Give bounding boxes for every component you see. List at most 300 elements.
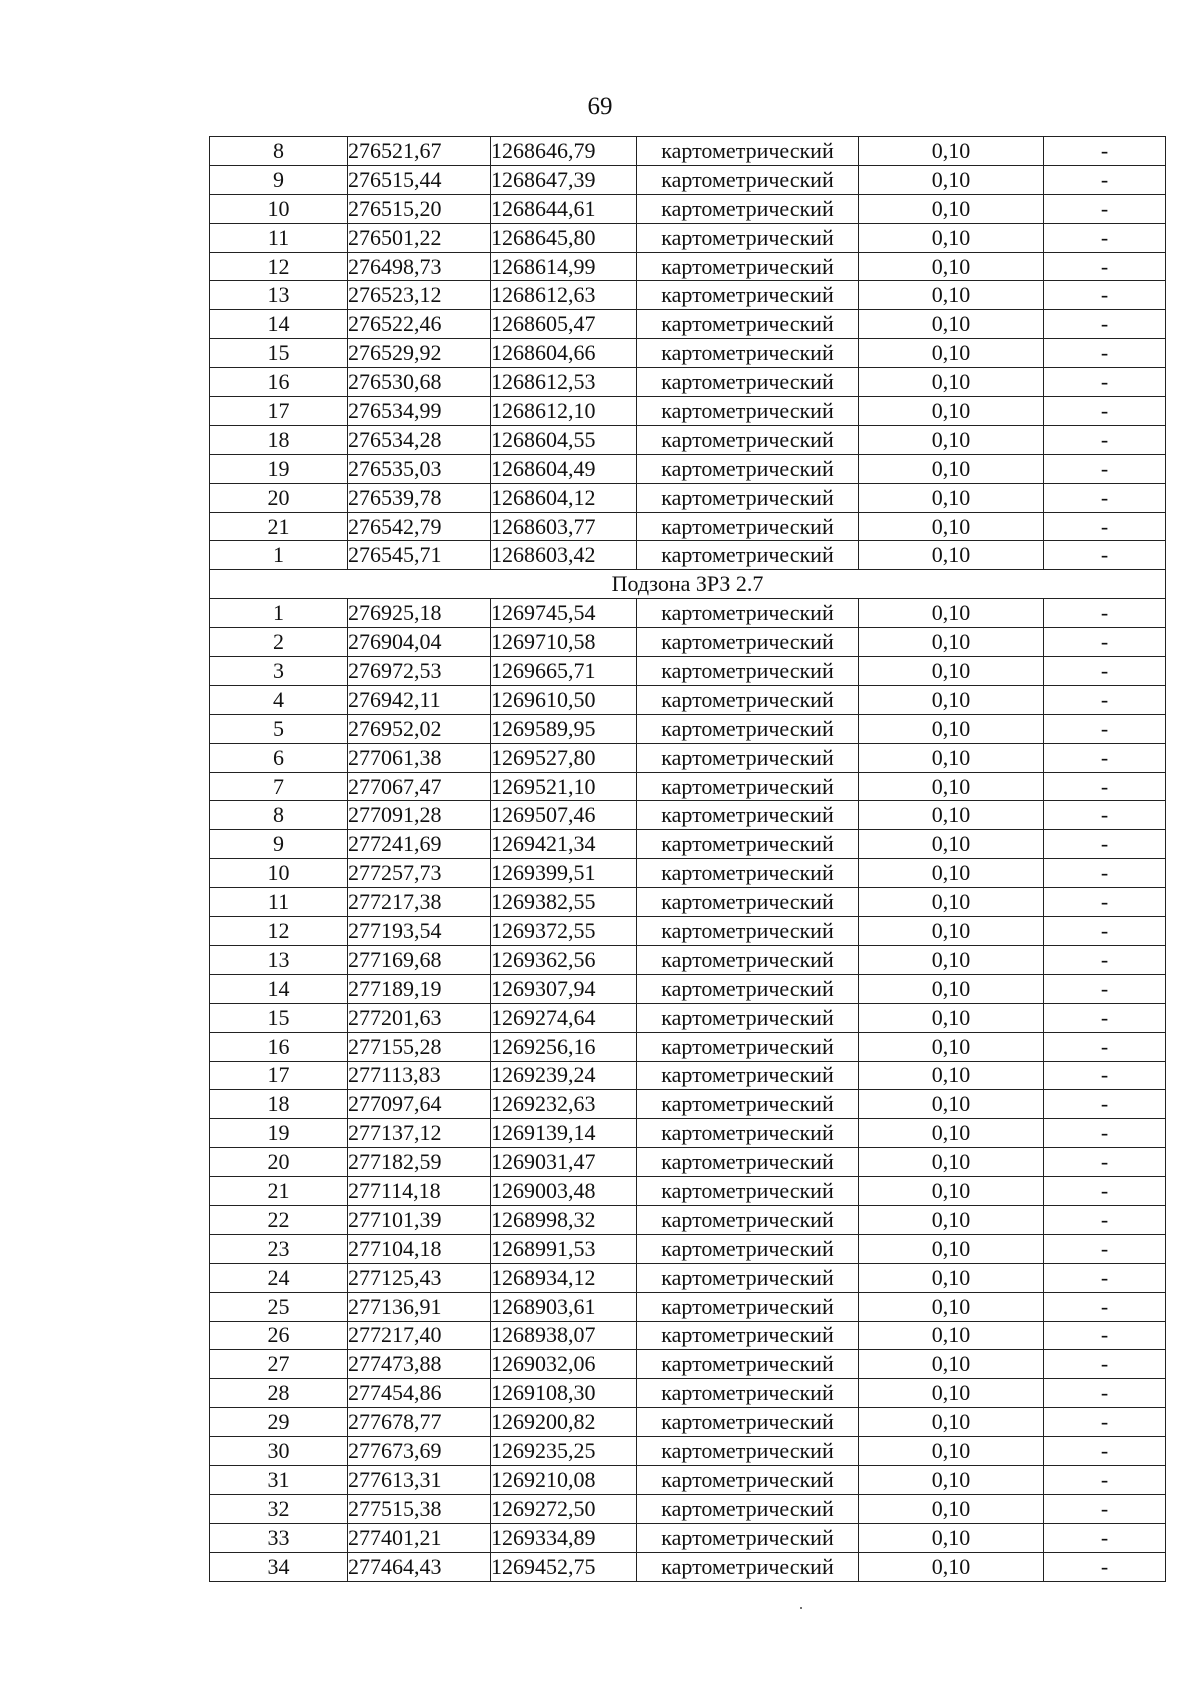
y-coordinate-cell: 1268938,07 <box>491 1321 637 1350</box>
method-cell: картометрический <box>637 397 859 426</box>
accuracy-cell: 0,10 <box>859 917 1044 946</box>
y-coordinate-cell: 1269372,55 <box>491 917 637 946</box>
y-coordinate-cell: 1269421,34 <box>491 830 637 859</box>
x-coordinate-cell: 276521,67 <box>348 137 491 166</box>
table-row <box>210 1263 1166 1292</box>
accuracy-cell: 0,10 <box>859 1465 1044 1494</box>
table-row <box>210 743 1166 772</box>
method-cell: картометрический <box>637 512 859 541</box>
accuracy-cell: 0,10 <box>859 368 1044 397</box>
point-number-cell: 3 <box>210 657 348 686</box>
table-row <box>210 368 1166 397</box>
y-coordinate-cell: 1269032,06 <box>491 1350 637 1379</box>
point-number-cell: 5 <box>210 714 348 743</box>
y-coordinate-cell: 1269665,71 <box>491 657 637 686</box>
accuracy-cell: 0,10 <box>859 425 1044 454</box>
page-number: 69 <box>587 93 613 120</box>
y-coordinate-cell: 1268991,53 <box>491 1234 637 1263</box>
table-row <box>210 628 1166 657</box>
x-coordinate-cell: 277182,59 <box>348 1148 491 1177</box>
point-number-cell: 13 <box>210 945 348 974</box>
table-row <box>210 685 1166 714</box>
table-row <box>210 483 1166 512</box>
point-number-cell: 33 <box>210 1523 348 1552</box>
accuracy-cell: 0,10 <box>859 743 1044 772</box>
table-row <box>210 339 1166 368</box>
y-coordinate-cell: 1268903,61 <box>491 1292 637 1321</box>
point-number-cell: 12 <box>210 252 348 281</box>
x-coordinate-cell: 277454,86 <box>348 1379 491 1408</box>
method-cell: картометрический <box>637 1263 859 1292</box>
accuracy-cell: 0,10 <box>859 1552 1044 1581</box>
note-cell: - <box>1044 1205 1166 1234</box>
method-cell: картометрический <box>637 223 859 252</box>
point-number-cell: 15 <box>210 339 348 368</box>
accuracy-cell: 0,10 <box>859 1032 1044 1061</box>
point-number-cell: 4 <box>210 685 348 714</box>
point-number-cell: 2 <box>210 628 348 657</box>
section-header-row <box>210 570 1166 599</box>
note-cell: - <box>1044 685 1166 714</box>
accuracy-cell: 0,10 <box>859 1205 1044 1234</box>
note-cell: - <box>1044 281 1166 310</box>
point-number-cell: 17 <box>210 1061 348 1090</box>
accuracy-cell: 0,10 <box>859 1061 1044 1090</box>
table-row <box>210 1321 1166 1350</box>
method-cell: картометрический <box>637 628 859 657</box>
x-coordinate-cell: 276535,03 <box>348 454 491 483</box>
table-row <box>210 223 1166 252</box>
x-coordinate-cell: 277257,73 <box>348 859 491 888</box>
table-row <box>210 1061 1166 1090</box>
x-coordinate-cell: 277137,12 <box>348 1119 491 1148</box>
accuracy-cell: 0,10 <box>859 1321 1044 1350</box>
x-coordinate-cell: 276925,18 <box>348 599 491 628</box>
table-row <box>210 657 1166 686</box>
table-row <box>210 1408 1166 1437</box>
x-coordinate-cell: 277091,28 <box>348 801 491 830</box>
note-cell: - <box>1044 628 1166 657</box>
method-cell: картометрический <box>637 252 859 281</box>
table-row <box>210 917 1166 946</box>
y-coordinate-cell: 1268647,39 <box>491 165 637 194</box>
x-coordinate-cell: 277061,38 <box>348 743 491 772</box>
method-cell: картометрический <box>637 1177 859 1206</box>
x-coordinate-cell: 276534,28 <box>348 425 491 454</box>
table-body-part2 <box>210 599 1166 1581</box>
note-cell: - <box>1044 801 1166 830</box>
method-cell: картометрический <box>637 714 859 743</box>
accuracy-cell: 0,10 <box>859 1350 1044 1379</box>
x-coordinate-cell: 277155,28 <box>348 1032 491 1061</box>
accuracy-cell: 0,10 <box>859 1494 1044 1523</box>
note-cell: - <box>1044 1234 1166 1263</box>
method-cell: картометрический <box>637 483 859 512</box>
accuracy-cell: 0,10 <box>859 1408 1044 1437</box>
y-coordinate-cell: 1269610,50 <box>491 685 637 714</box>
point-number-cell: 16 <box>210 1032 348 1061</box>
accuracy-cell: 0,10 <box>859 1177 1044 1206</box>
note-cell: - <box>1044 945 1166 974</box>
accuracy-cell: 0,10 <box>859 974 1044 1003</box>
x-coordinate-cell: 276523,12 <box>348 281 491 310</box>
point-number-cell: 15 <box>210 1003 348 1032</box>
x-coordinate-cell: 277613,31 <box>348 1465 491 1494</box>
method-cell: картометрический <box>637 1032 859 1061</box>
note-cell: - <box>1044 1523 1166 1552</box>
x-coordinate-cell: 276542,79 <box>348 512 491 541</box>
y-coordinate-cell: 1268604,55 <box>491 425 637 454</box>
point-number-cell: 1 <box>210 541 348 570</box>
accuracy-cell: 0,10 <box>859 1003 1044 1032</box>
method-cell: картометрический <box>637 1350 859 1379</box>
method-cell: картометрический <box>637 454 859 483</box>
table-row <box>210 425 1166 454</box>
point-number-cell: 19 <box>210 454 348 483</box>
accuracy-cell: 0,10 <box>859 772 1044 801</box>
table-row <box>210 1003 1166 1032</box>
method-cell: картометрический <box>637 917 859 946</box>
method-cell: картометрический <box>637 1234 859 1263</box>
y-coordinate-cell: 1269521,10 <box>491 772 637 801</box>
y-coordinate-cell: 1268603,42 <box>491 541 637 570</box>
table-row <box>210 1523 1166 1552</box>
point-number-cell: 32 <box>210 1494 348 1523</box>
y-coordinate-cell: 1269239,24 <box>491 1061 637 1090</box>
y-coordinate-cell: 1269307,94 <box>491 974 637 1003</box>
note-cell: - <box>1044 714 1166 743</box>
x-coordinate-cell: 277193,54 <box>348 917 491 946</box>
method-cell: картометрический <box>637 1205 859 1234</box>
note-cell: - <box>1044 541 1166 570</box>
table-row <box>210 1437 1166 1466</box>
x-coordinate-cell: 277515,38 <box>348 1494 491 1523</box>
accuracy-cell: 0,10 <box>859 281 1044 310</box>
accuracy-cell: 0,10 <box>859 397 1044 426</box>
note-cell: - <box>1044 1379 1166 1408</box>
y-coordinate-cell: 1269334,89 <box>491 1523 637 1552</box>
x-coordinate-cell: 277217,40 <box>348 1321 491 1350</box>
point-number-cell: 18 <box>210 1090 348 1119</box>
y-coordinate-cell: 1268604,49 <box>491 454 637 483</box>
point-number-cell: 20 <box>210 1148 348 1177</box>
method-cell: картометрический <box>637 165 859 194</box>
note-cell: - <box>1044 772 1166 801</box>
point-number-cell: 26 <box>210 1321 348 1350</box>
method-cell: картометрический <box>637 541 859 570</box>
table-row <box>210 1465 1166 1494</box>
accuracy-cell: 0,10 <box>859 1119 1044 1148</box>
section-title: Подзона ЗРЗ 2.7 <box>210 570 1166 599</box>
point-number-cell: 6 <box>210 743 348 772</box>
accuracy-cell: 0,10 <box>859 310 1044 339</box>
method-cell: картометрический <box>637 830 859 859</box>
y-coordinate-cell: 1269200,82 <box>491 1408 637 1437</box>
y-coordinate-cell: 1268612,10 <box>491 397 637 426</box>
method-cell: картометрический <box>637 1090 859 1119</box>
table-row <box>210 1032 1166 1061</box>
table-row <box>210 1494 1166 1523</box>
x-coordinate-cell: 276515,44 <box>348 165 491 194</box>
x-coordinate-cell: 276530,68 <box>348 368 491 397</box>
note-cell: - <box>1044 743 1166 772</box>
x-coordinate-cell: 276539,78 <box>348 483 491 512</box>
y-coordinate-cell: 1268998,32 <box>491 1205 637 1234</box>
point-number-cell: 14 <box>210 310 348 339</box>
note-cell: - <box>1044 1090 1166 1119</box>
accuracy-cell: 0,10 <box>859 859 1044 888</box>
point-number-cell: 21 <box>210 1177 348 1206</box>
note-cell: - <box>1044 917 1166 946</box>
table-row <box>210 888 1166 917</box>
method-cell: картометрический <box>637 137 859 166</box>
point-number-cell: 30 <box>210 1437 348 1466</box>
note-cell: - <box>1044 1177 1166 1206</box>
table-row <box>210 772 1166 801</box>
accuracy-cell: 0,10 <box>859 714 1044 743</box>
method-cell: картометрический <box>637 1379 859 1408</box>
method-cell: картометрический <box>637 685 859 714</box>
y-coordinate-cell: 1269274,64 <box>491 1003 637 1032</box>
point-number-cell: 9 <box>210 830 348 859</box>
note-cell: - <box>1044 1003 1166 1032</box>
note-cell: - <box>1044 1119 1166 1148</box>
table-row <box>210 945 1166 974</box>
method-cell: картометрический <box>637 974 859 1003</box>
method-cell: картометрический <box>637 1292 859 1321</box>
y-coordinate-cell: 1268614,99 <box>491 252 637 281</box>
note-cell: - <box>1044 512 1166 541</box>
point-number-cell: 11 <box>210 223 348 252</box>
y-coordinate-cell: 1269256,16 <box>491 1032 637 1061</box>
method-cell: картометрический <box>637 425 859 454</box>
x-coordinate-cell: 277464,43 <box>348 1552 491 1581</box>
point-number-cell: 25 <box>210 1292 348 1321</box>
point-number-cell: 34 <box>210 1552 348 1581</box>
note-cell: - <box>1044 368 1166 397</box>
accuracy-cell: 0,10 <box>859 1379 1044 1408</box>
x-coordinate-cell: 276501,22 <box>348 223 491 252</box>
coordinates-table <box>209 136 1166 1582</box>
point-number-cell: 31 <box>210 1465 348 1494</box>
method-cell: картометрический <box>637 281 859 310</box>
accuracy-cell: 0,10 <box>859 628 1044 657</box>
point-number-cell: 27 <box>210 1350 348 1379</box>
accuracy-cell: 0,10 <box>859 830 1044 859</box>
table-row <box>210 1234 1166 1263</box>
note-cell: - <box>1044 194 1166 223</box>
point-number-cell: 24 <box>210 1263 348 1292</box>
point-number-cell: 13 <box>210 281 348 310</box>
accuracy-cell: 0,10 <box>859 194 1044 223</box>
x-coordinate-cell: 277241,69 <box>348 830 491 859</box>
note-cell: - <box>1044 223 1166 252</box>
y-coordinate-cell: 1268604,12 <box>491 483 637 512</box>
x-coordinate-cell: 277113,83 <box>348 1061 491 1090</box>
accuracy-cell: 0,10 <box>859 599 1044 628</box>
x-coordinate-cell: 277401,21 <box>348 1523 491 1552</box>
x-coordinate-cell: 277114,18 <box>348 1177 491 1206</box>
table-row <box>210 397 1166 426</box>
method-cell: картометрический <box>637 1148 859 1177</box>
x-coordinate-cell: 277678,77 <box>348 1408 491 1437</box>
y-coordinate-cell: 1268603,77 <box>491 512 637 541</box>
x-coordinate-cell: 277136,91 <box>348 1292 491 1321</box>
note-cell: - <box>1044 859 1166 888</box>
table-row <box>210 1292 1166 1321</box>
table-row <box>210 194 1166 223</box>
accuracy-cell: 0,10 <box>859 165 1044 194</box>
note-cell: - <box>1044 1408 1166 1437</box>
x-coordinate-cell: 277101,39 <box>348 1205 491 1234</box>
point-number-cell: 19 <box>210 1119 348 1148</box>
y-coordinate-cell: 1269003,48 <box>491 1177 637 1206</box>
table-row <box>210 137 1166 166</box>
method-cell: картометрический <box>637 743 859 772</box>
accuracy-cell: 0,10 <box>859 454 1044 483</box>
x-coordinate-cell: 276545,71 <box>348 541 491 570</box>
y-coordinate-cell: 1269452,75 <box>491 1552 637 1581</box>
x-coordinate-cell: 276942,11 <box>348 685 491 714</box>
point-number-cell: 10 <box>210 194 348 223</box>
x-coordinate-cell: 277201,63 <box>348 1003 491 1032</box>
accuracy-cell: 0,10 <box>859 945 1044 974</box>
note-cell: - <box>1044 1552 1166 1581</box>
point-number-cell: 28 <box>210 1379 348 1408</box>
note-cell: - <box>1044 483 1166 512</box>
point-number-cell: 22 <box>210 1205 348 1234</box>
table-row <box>210 1350 1166 1379</box>
method-cell: картометрический <box>637 310 859 339</box>
method-cell: картометрический <box>637 1523 859 1552</box>
section-header-body <box>210 570 1166 599</box>
x-coordinate-cell: 276498,73 <box>348 252 491 281</box>
method-cell: картометрический <box>637 859 859 888</box>
table-row <box>210 1177 1166 1206</box>
accuracy-cell: 0,10 <box>859 1090 1044 1119</box>
x-coordinate-cell: 277169,68 <box>348 945 491 974</box>
table-row <box>210 801 1166 830</box>
y-coordinate-cell: 1269745,54 <box>491 599 637 628</box>
note-cell: - <box>1044 1292 1166 1321</box>
x-coordinate-cell: 277217,38 <box>348 888 491 917</box>
method-cell: картометрический <box>637 1119 859 1148</box>
y-coordinate-cell: 1268644,61 <box>491 194 637 223</box>
table-row <box>210 165 1166 194</box>
note-cell: - <box>1044 310 1166 339</box>
method-cell: картометрический <box>637 1321 859 1350</box>
y-coordinate-cell: 1269710,58 <box>491 628 637 657</box>
note-cell: - <box>1044 830 1166 859</box>
y-coordinate-cell: 1269139,14 <box>491 1119 637 1148</box>
note-cell: - <box>1044 888 1166 917</box>
x-coordinate-cell: 276952,02 <box>348 714 491 743</box>
point-number-cell: 17 <box>210 397 348 426</box>
y-coordinate-cell: 1269507,46 <box>491 801 637 830</box>
y-coordinate-cell: 1268934,12 <box>491 1263 637 1292</box>
method-cell: картометрический <box>637 1061 859 1090</box>
table-row <box>210 830 1166 859</box>
note-cell: - <box>1044 1148 1166 1177</box>
table-body-part1 <box>210 137 1166 570</box>
accuracy-cell: 0,10 <box>859 1263 1044 1292</box>
x-coordinate-cell: 276972,53 <box>348 657 491 686</box>
method-cell: картометрический <box>637 772 859 801</box>
accuracy-cell: 0,10 <box>859 1292 1044 1321</box>
note-cell: - <box>1044 1061 1166 1090</box>
point-number-cell: 21 <box>210 512 348 541</box>
note-cell: - <box>1044 974 1166 1003</box>
note-cell: - <box>1044 1032 1166 1061</box>
y-coordinate-cell: 1269589,95 <box>491 714 637 743</box>
table-row <box>210 974 1166 1003</box>
note-cell: - <box>1044 252 1166 281</box>
x-coordinate-cell: 277673,69 <box>348 1437 491 1466</box>
x-coordinate-cell: 277189,19 <box>348 974 491 1003</box>
accuracy-cell: 0,10 <box>859 512 1044 541</box>
table-row <box>210 599 1166 628</box>
method-cell: картометрический <box>637 599 859 628</box>
table-row <box>210 1090 1166 1119</box>
note-cell: - <box>1044 1321 1166 1350</box>
method-cell: картометрический <box>637 1552 859 1581</box>
y-coordinate-cell: 1269235,25 <box>491 1437 637 1466</box>
note-cell: - <box>1044 1263 1166 1292</box>
point-number-cell: 20 <box>210 483 348 512</box>
method-cell: картометрический <box>637 801 859 830</box>
y-coordinate-cell: 1269272,50 <box>491 1494 637 1523</box>
table-row <box>210 714 1166 743</box>
y-coordinate-cell: 1268612,63 <box>491 281 637 310</box>
y-coordinate-cell: 1269108,30 <box>491 1379 637 1408</box>
note-cell: - <box>1044 425 1166 454</box>
accuracy-cell: 0,10 <box>859 483 1044 512</box>
method-cell: картометрический <box>637 657 859 686</box>
x-coordinate-cell: 276529,92 <box>348 339 491 368</box>
note-cell: - <box>1044 137 1166 166</box>
y-coordinate-cell: 1269031,47 <box>491 1148 637 1177</box>
x-coordinate-cell: 277104,18 <box>348 1234 491 1263</box>
accuracy-cell: 0,10 <box>859 1523 1044 1552</box>
table-row <box>210 1148 1166 1177</box>
accuracy-cell: 0,10 <box>859 541 1044 570</box>
y-coordinate-cell: 1268605,47 <box>491 310 637 339</box>
method-cell: картометрический <box>637 339 859 368</box>
accuracy-cell: 0,10 <box>859 888 1044 917</box>
point-number-cell: 9 <box>210 165 348 194</box>
accuracy-cell: 0,10 <box>859 339 1044 368</box>
table-row <box>210 1119 1166 1148</box>
note-cell: - <box>1044 1494 1166 1523</box>
table-row <box>210 1205 1166 1234</box>
point-number-cell: 29 <box>210 1408 348 1437</box>
point-number-cell: 12 <box>210 917 348 946</box>
x-coordinate-cell: 277097,64 <box>348 1090 491 1119</box>
note-cell: - <box>1044 657 1166 686</box>
note-cell: - <box>1044 397 1166 426</box>
x-coordinate-cell: 276515,20 <box>348 194 491 223</box>
method-cell: картометрический <box>637 1494 859 1523</box>
x-coordinate-cell: 276522,46 <box>348 310 491 339</box>
y-coordinate-cell: 1269527,80 <box>491 743 637 772</box>
accuracy-cell: 0,10 <box>859 252 1044 281</box>
y-coordinate-cell: 1269232,63 <box>491 1090 637 1119</box>
note-cell: - <box>1044 599 1166 628</box>
x-coordinate-cell: 276534,99 <box>348 397 491 426</box>
accuracy-cell: 0,10 <box>859 137 1044 166</box>
accuracy-cell: 0,10 <box>859 657 1044 686</box>
point-number-cell: 16 <box>210 368 348 397</box>
